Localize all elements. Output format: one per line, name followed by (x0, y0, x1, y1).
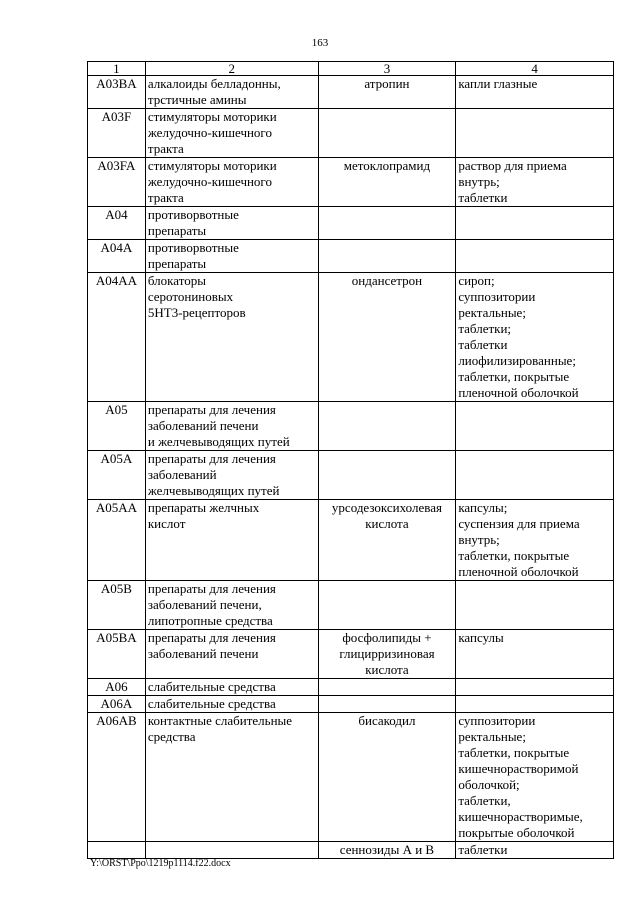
group-cell-line: трстичные амины (147, 92, 247, 107)
group-cell-line: стимуляторы моторики (147, 158, 277, 173)
atc-code-cell: A05A (88, 451, 146, 500)
group-cell (145, 240, 318, 273)
table-row (88, 696, 614, 713)
table-row (88, 109, 614, 158)
dosage-form-cell-line: раствор для приема (458, 158, 567, 173)
group-cell-line: препараты (147, 256, 207, 271)
dosage-form-cell-line: внутрь; (458, 532, 500, 547)
page-number: 163 (311, 37, 329, 49)
inn-cell (318, 713, 456, 842)
dosage-form-cell-line: таблетки, покрытые (458, 745, 570, 760)
dosage-form-cell-line: кишечнорастворимые, (458, 809, 583, 824)
dosage-form-cell (456, 109, 614, 158)
group-cell-line: 5HT3-рецепторов (147, 305, 246, 320)
group-cell-line: желчевыводящих путей (147, 483, 280, 498)
dosage-form-cell-line: таблетки (458, 190, 508, 205)
dosage-form-cell-line: пленочной оболочкой (458, 564, 579, 579)
dosage-form-cell (456, 696, 614, 713)
inn-cell (318, 630, 456, 679)
group-cell-line: заболеваний (147, 467, 217, 482)
group-cell (145, 500, 318, 581)
table-row (88, 451, 614, 500)
drug-table (87, 61, 614, 859)
group-cell (145, 696, 318, 713)
dosage-form-cell-line: пленочной оболочкой (458, 385, 579, 400)
table-row (88, 842, 614, 859)
table-body (88, 62, 614, 859)
inn-cell (318, 158, 456, 207)
atc-code-cell: A06A (88, 696, 146, 713)
dosage-form-cell (456, 273, 614, 402)
dosage-form-cell-line: капли глазные (458, 76, 538, 91)
dosage-form-cell (456, 451, 614, 500)
inn-cell-line: кислота (365, 516, 409, 531)
dosage-form-cell-line: суспензия для приема (458, 516, 580, 531)
dosage-form-cell (456, 581, 614, 630)
dosage-form-cell (456, 158, 614, 207)
group-cell-line: заболеваний печени (147, 646, 259, 661)
group-cell-line: препараты для лечения (147, 451, 276, 466)
dosage-form-cell-line: лиофилизированные; (458, 353, 576, 368)
group-cell-line: контактные слабительные (147, 713, 293, 728)
group-cell-line: тракта (147, 141, 184, 156)
table-row (88, 273, 614, 402)
inn-cell (318, 109, 456, 158)
column-header: 4 (456, 62, 614, 76)
group-cell-line: заболеваний печени (147, 418, 259, 433)
atc-code-cell: A04AA (88, 273, 146, 402)
table-row (88, 713, 614, 842)
dosage-form-cell-line: таблетки, (458, 793, 511, 808)
group-cell (145, 679, 318, 696)
column-header: 1 (88, 62, 146, 76)
atc-code-cell: A05BA (88, 630, 146, 679)
group-cell (145, 402, 318, 451)
group-cell (145, 713, 318, 842)
table-row (88, 240, 614, 273)
dosage-form-cell (456, 240, 614, 273)
atc-code-cell (88, 842, 146, 859)
table-row (88, 402, 614, 451)
group-cell (145, 273, 318, 402)
dosage-form-cell-line: таблетки (458, 842, 508, 857)
inn-cell (318, 402, 456, 451)
dosage-form-cell (456, 500, 614, 581)
group-cell-line: алкалоиды белладонны, (147, 76, 281, 91)
table-row (88, 207, 614, 240)
group-cell-line: липотропные средства (147, 613, 273, 628)
dosage-form-cell-line: покрытые оболочкой (458, 825, 575, 840)
group-cell-line: препараты желчных (147, 500, 260, 515)
dosage-form-cell-line: сироп; (458, 273, 495, 288)
inn-cell (318, 696, 456, 713)
dosage-form-cell (456, 679, 614, 696)
dosage-form-cell-line: таблетки, покрытые (458, 548, 570, 563)
inn-cell (318, 500, 456, 581)
dosage-form-cell-line: суппозитории (458, 289, 536, 304)
column-header: 3 (318, 62, 456, 76)
group-cell-line: блокаторы (147, 273, 206, 288)
atc-code-cell: A03F (88, 109, 146, 158)
inn-cell-line: бисакодил (358, 713, 416, 728)
atc-code-cell: A06AB (88, 713, 146, 842)
group-cell-line: препараты для лечения (147, 630, 276, 645)
atc-code-cell: A03FA (88, 158, 146, 207)
inn-cell (318, 207, 456, 240)
inn-cell (318, 842, 456, 859)
table-row (88, 76, 614, 109)
dosage-form-cell-line: кишечнорастворимой (458, 761, 579, 776)
table-row (88, 158, 614, 207)
group-cell-line: противорвотные (147, 240, 239, 255)
dosage-form-cell (456, 76, 614, 109)
group-cell-line: слабительные средства (147, 696, 276, 711)
group-cell-line: стимуляторы моторики (147, 109, 277, 124)
dosage-form-cell (456, 842, 614, 859)
table-row (88, 630, 614, 679)
group-cell-line: средства (147, 729, 196, 744)
dosage-form-cell (456, 713, 614, 842)
dosage-form-cell-line: внутрь; (458, 174, 500, 189)
dosage-form-cell (456, 630, 614, 679)
inn-cell-line: глицирризиновая (339, 646, 435, 661)
group-cell (145, 207, 318, 240)
group-cell-line: препараты для лечения (147, 402, 276, 417)
dosage-form-cell (456, 402, 614, 451)
group-cell (145, 109, 318, 158)
inn-cell-line: атропин (364, 76, 410, 91)
group-cell (145, 451, 318, 500)
group-cell-line: препараты для лечения (147, 581, 276, 596)
atc-code-cell: A04A (88, 240, 146, 273)
atc-code-cell: A05 (88, 402, 146, 451)
dosage-form-cell-line: капсулы; (458, 500, 508, 515)
table-row (88, 500, 614, 581)
inn-cell (318, 76, 456, 109)
inn-cell (318, 581, 456, 630)
table-row (88, 581, 614, 630)
group-cell (145, 842, 318, 859)
atc-code-cell: A05AA (88, 500, 146, 581)
inn-cell-line: метоклопрамид (343, 158, 431, 173)
dosage-form-cell-line: таблетки; (458, 321, 512, 336)
group-cell-line: препараты (147, 223, 207, 238)
group-cell (145, 76, 318, 109)
dosage-form-cell-line: суппозитории (458, 713, 536, 728)
inn-cell-line: ондансетрон (351, 273, 423, 288)
group-cell-line: тракта (147, 190, 184, 205)
group-cell-line: серотониновых (147, 289, 234, 304)
table-header-row (88, 62, 614, 76)
inn-cell-line: фосфолипиды + (342, 630, 432, 645)
inn-cell (318, 679, 456, 696)
inn-cell-line: сеннозиды А и В (339, 842, 435, 857)
atc-code-cell: A03BA (88, 76, 146, 109)
group-cell (145, 158, 318, 207)
atc-code-cell: A04 (88, 207, 146, 240)
group-cell-line: заболеваний печени, (147, 597, 262, 612)
group-cell-line: желудочно-кишечного (147, 125, 272, 140)
dosage-form-cell-line: ректальные; (458, 729, 526, 744)
group-cell-line: слабительные средства (147, 679, 276, 694)
inn-cell-line: урсодезоксихолевая (331, 500, 442, 515)
group-cell (145, 630, 318, 679)
group-cell (145, 581, 318, 630)
inn-cell (318, 451, 456, 500)
dosage-form-cell-line: капсулы (458, 630, 504, 645)
table-row (88, 679, 614, 696)
group-cell-line: желудочно-кишечного (147, 174, 272, 189)
column-header: 2 (145, 62, 318, 76)
dosage-form-cell-line: оболочкой; (458, 777, 520, 792)
group-cell-line: и желчевыводящих путей (147, 434, 290, 449)
group-cell-line: кислот (147, 516, 186, 531)
group-cell-line: противорвотные (147, 207, 239, 222)
inn-cell (318, 240, 456, 273)
atc-code-cell: A05B (88, 581, 146, 630)
dosage-form-cell-line: таблетки, покрытые (458, 369, 570, 384)
inn-cell-line: кислота (365, 662, 409, 677)
inn-cell (318, 273, 456, 402)
dosage-form-cell (456, 207, 614, 240)
footer-file-path: Y:\ORST\Ppo\1219p1114.f22.docx (90, 858, 231, 869)
dosage-form-cell-line: ректальные; (458, 305, 526, 320)
atc-code-cell: A06 (88, 679, 146, 696)
dosage-form-cell-line: таблетки (458, 337, 508, 352)
